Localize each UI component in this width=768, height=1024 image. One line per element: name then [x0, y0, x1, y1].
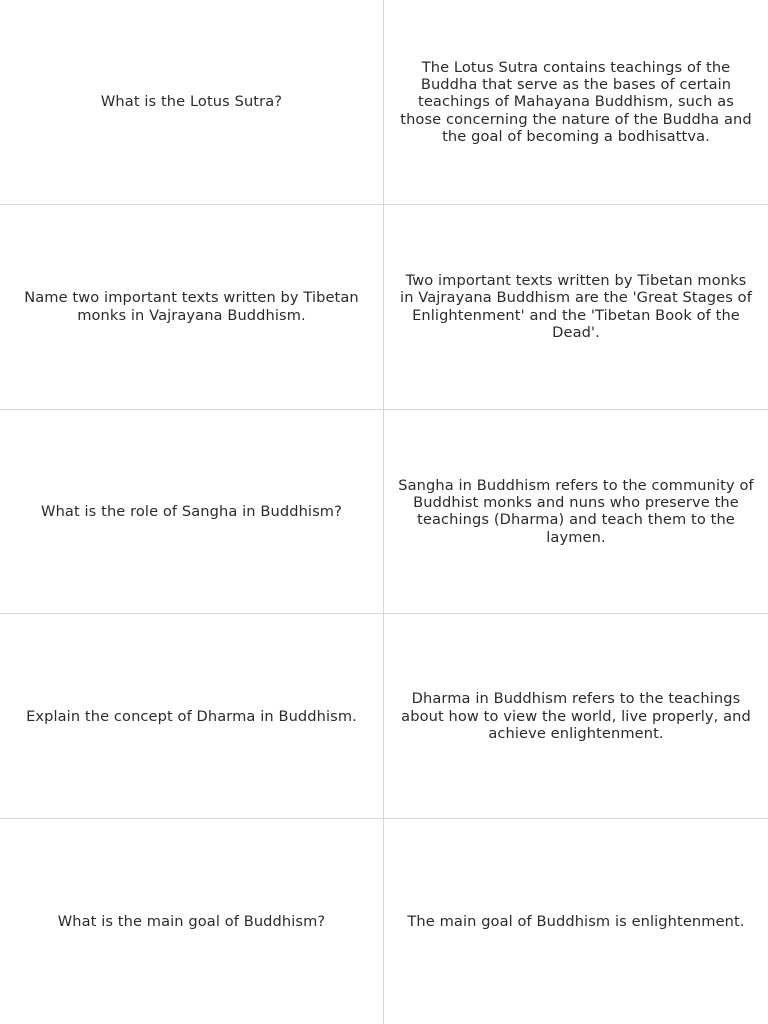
question-text: What is the main goal of Buddhism? [57, 912, 326, 930]
card-answer [384, 205, 768, 410]
answer-text: Two important texts written by Tibetan monks in Vajrayana Buddhism are the 'Great Stages of Enlightenment' and the 'Tibetan Book of the Dead'. [400, 272, 752, 341]
answer-text: Sangha in Buddhism refers to the community of Buddhist monks and nuns who preserve the teachings (Dharma) and teach them to the laymen. [398, 476, 754, 546]
card-question [0, 205, 384, 410]
answer-text: The main goal of Buddhism is enlightenment. [407, 912, 745, 930]
card-question [0, 819, 384, 1024]
card-question [0, 410, 384, 615]
answer-text: The Lotus Sutra contains teachings of the Buddha that serve as the bases of certain teachings of Mahayana Buddhism, such as those concerning the nature of the Buddha and the goal of becoming a bodhisattva. [400, 58, 752, 145]
answer-text: Dharma in Buddhism refers to the teachings about how to view the world, live properly, and achieve enlightenment. [401, 690, 751, 742]
card-question [0, 614, 384, 819]
question-text: What is the role of Sangha in Buddhism? [41, 502, 342, 520]
card-answer [384, 614, 768, 819]
question-text: What is the Lotus Sutra? [100, 93, 283, 111]
card-answer [384, 410, 768, 615]
card-answer [384, 0, 768, 205]
card-question [0, 0, 384, 205]
card-answer [384, 819, 768, 1024]
question-text: Explain the concept of Dharma in Buddhism. [26, 707, 357, 725]
question-text: Name two important texts written by Tibetan monks in Vajrayana Buddhism. [24, 289, 359, 324]
